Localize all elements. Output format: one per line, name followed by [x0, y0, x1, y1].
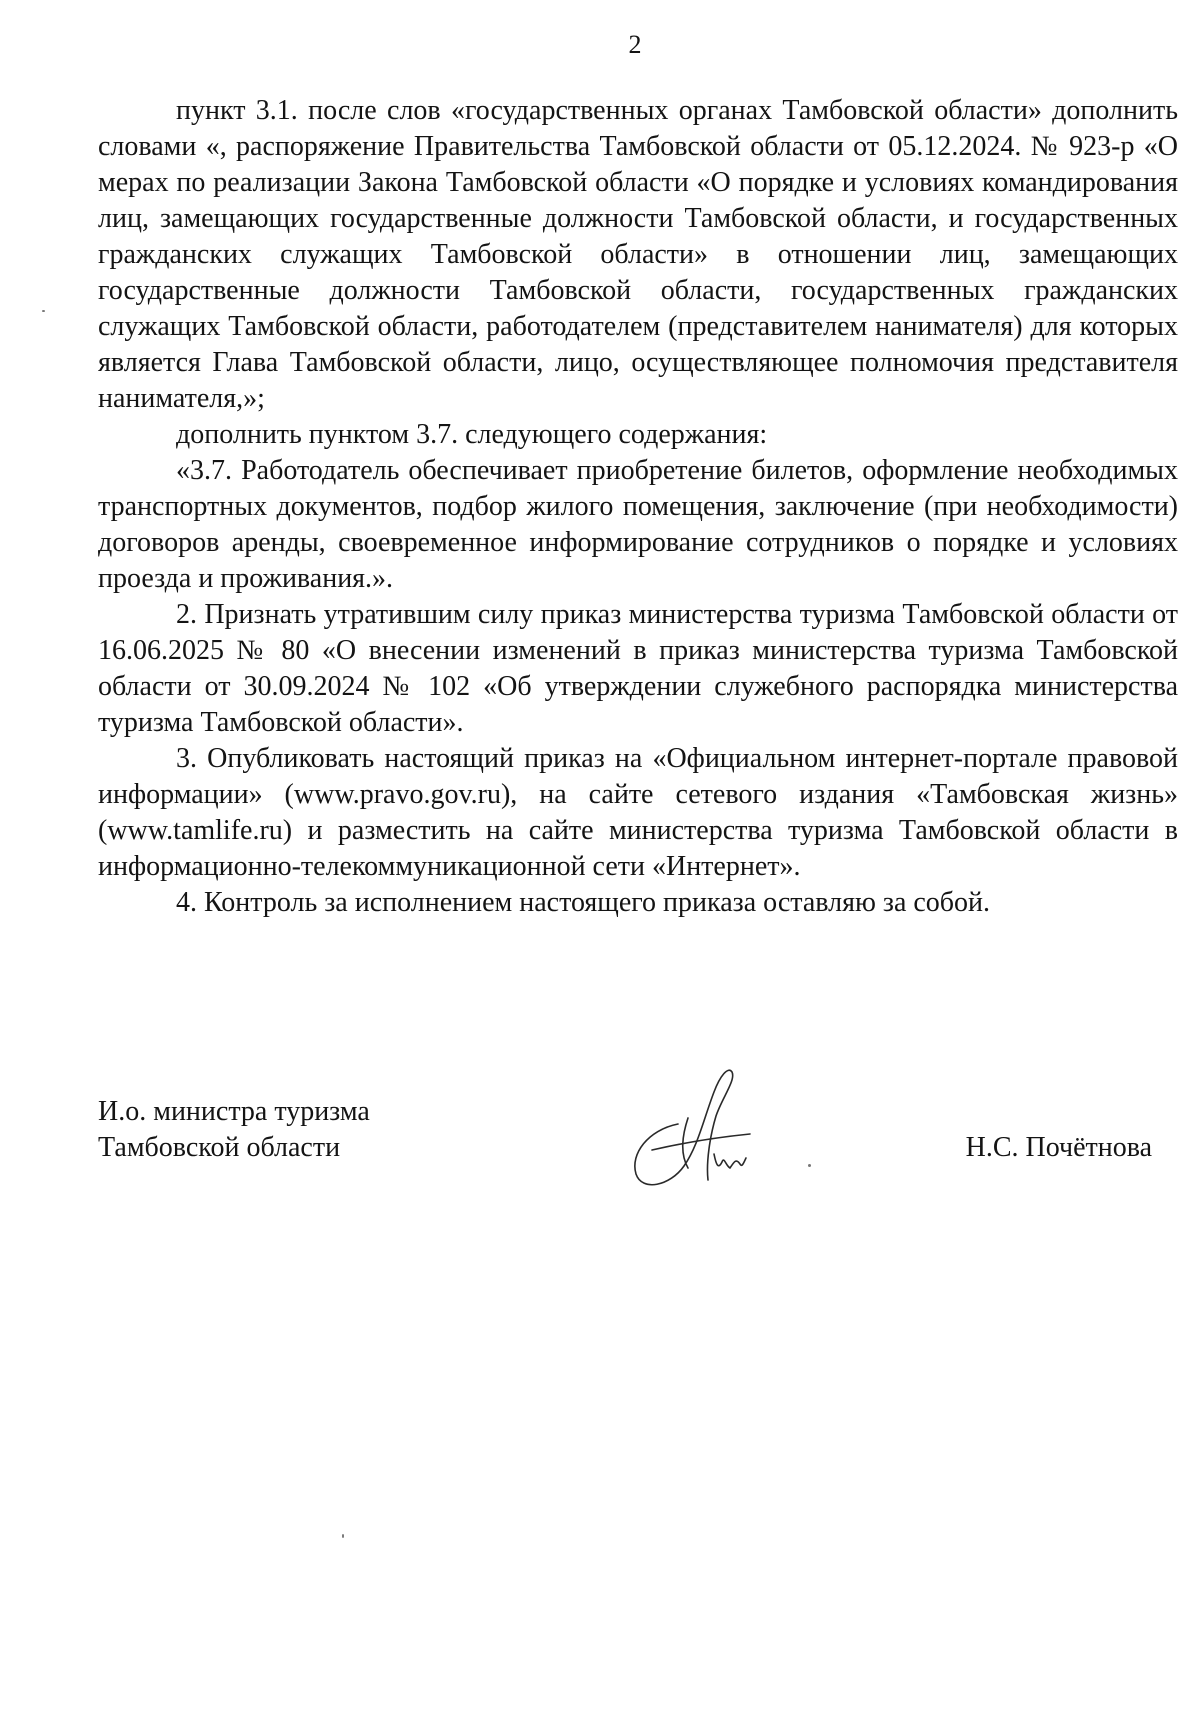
scan-speck — [342, 1534, 344, 1538]
scan-speck — [42, 310, 45, 312]
signer-title-line-1: И.о. министра туризма — [98, 1096, 370, 1127]
signer-title-line-2: Тамбовской области — [98, 1132, 341, 1163]
handwritten-signature — [618, 1058, 768, 1198]
paragraph-item-4: 4. Контроль за исполнением настоящего приказа оставляю за собой. — [176, 887, 991, 918]
paragraph-item-2: 2. Признать утратившим силу приказ министерства туризма Тамбовской области от 16.06.2025 № 80 «О внесении изменений в приказ министерства туризма Тамбовской области от 30.09.2024 № 102 «Об утверждении служебного распорядка министерства туризма Тамбовской области». — [98, 599, 1178, 738]
page-number: 2 — [628, 30, 642, 59]
paragraph-item-3: 3. Опубликовать настоящий приказ на «Официальном интернет-портале правовой информации» (www.pravo.gov.ru), на сайте сетевого издания «Тамбовская жизнь» (www.tamlife.ru) и разместить на сайте министерства туризма Тамбовской области в информационно-телекоммуникационной сети «Интернет». — [98, 743, 1178, 882]
paragraph-amend-point-3-1: пункт 3.1. после слов «государственных органах Тамбовской области» дополнить словами «, распоряжение Правительства Тамбовской области от 05.12.2024. № 923-р «О мерах по реализации Закона Тамбовской области «О порядке и условиях командирования лиц, замещающих государственные должности Тамбовской области, и государственных гражданских служащих Тамбовской области» в отношении лиц, замещающих государственные должности Тамбовской области, государственных гражданских служащих Тамбовской области, работодателем (представителем нанимателя) для которых является Глава Тамбовской области, лицо, осуществляющее полномочия представителя нанимателя,»; — [98, 95, 1178, 414]
signer-name: Н.С. Почётнова — [965, 1132, 1152, 1163]
scan-speck — [808, 1164, 811, 1167]
document-body — [98, 93, 1178, 921]
signer-title — [98, 1094, 370, 1166]
signature-block — [0, 1080, 1200, 1210]
paragraph-add-point-3-7: дополнить пунктом 3.7. следующего содержания: — [176, 419, 768, 450]
paragraph-point-3-7-text: «3.7. Работодатель обеспечивает приобретение билетов, оформление необходимых транспортных документов, подбор жилого помещения, заключение (при необходимости) договоров аренды, своевременное информирование сотрудников о порядке и условиях проезда и проживания.». — [98, 455, 1178, 594]
